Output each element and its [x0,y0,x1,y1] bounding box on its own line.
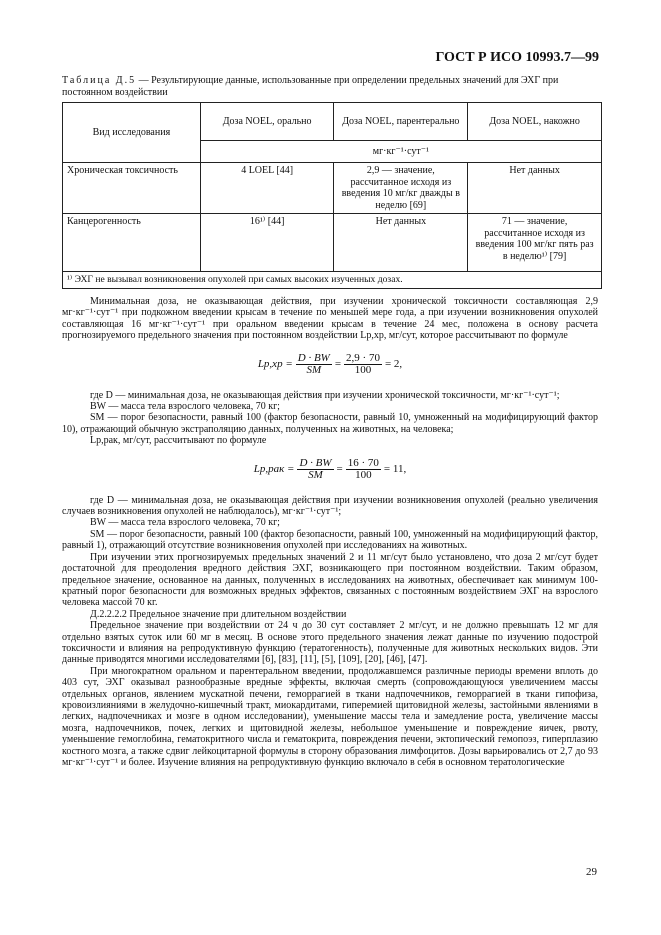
formula-numerator: D · BW [297,351,330,364]
section-heading: Д.2.2.2.2 Предельное значение при длительном воздействии [90,608,347,620]
paragraph: где D — минимальная доза, не оказывающая действия при изучении возникновения опухолей (реально увеличения случаев возникновения опухолей не наблюдалось), мг·кг⁻¹·сут⁻¹; [62,494,598,518]
paragraph: Lp,рак, мг/сут, рассчитывают по формуле [90,435,267,447]
table-cell: Нет данных [468,163,602,214]
page-number: 29 [586,866,597,878]
paragraph: Минимальная доза, не оказывающая действия, при изучении хронической токсичности составляющая 2,9 мг·кг⁻¹·сут⁻¹ при подкожном введении крысам в течение по меньшей мере года, а при изучении возникновения опухолей составляющая 16 мг·кг⁻¹·сут⁻¹ при оральном введении крысам в течение 24 мес, положена в основу расчета прогнозируемого предельного значения при постоянном воздействии Lp,хр, мг/сут, которое рассчитывают по формуле [62,296,598,342]
formula-result: = 11, [383,462,407,475]
paragraph: SM — порог безопасности, равный 100 (фактор безопасности, равный 10, умноженный на модифицирующий фактор 10), отражающий обычную экстраполяцию данных, полученных на животных, на человека; [62,412,598,435]
formula-denominator-values: 100 [355,469,372,482]
formula-chronic: Lp,хр = $\frac{D \cdot BW}{SM}$ = $\frac{2,9 \cdot 70}{100}$ = 2, [257,351,403,377]
col-header-parenteral: Доза NOEL, парентерально [334,103,468,141]
body-text [62,296,598,768]
paragraph: При многократном оральном и парентеральном введении, продолжавшемся различные периоды времени вплоть до 403 сут, ЭХГ оказывал разнообразные вредные эффекты, включая смерть (сопровождающуюся увеличением массы отдельных органов, явлением мускатной печени, геморрагией в ткани надпочечников, геморрагией в ткани гипофиза, кровоизлияниями в желудочно-кишечный тракт, миокардитами, гиперемией щитовидной железы, застойными явлениями в легких, надпочечниках и мозге в одном исследовании), уменьшение массы тела и замедление роста, увеличение массы мозга, надпочечников, почек, легких и щитовидной железы, небольшое уменьшение и повреждение яичек, рвоту, уменьшение гемоглобина, гематокритного числа и гематокрита, повреждения печени, эктопический гемопоэз, гиперплазию костного мозга, а также сдвиг лейкоцитарной формулы в сторону образования лимфоцитов. Дозы варьировались от 2,7 до 93 мг·кг⁻¹·сут⁻¹ и более. Изучение влияния на репродуктивную функцию включало в себя в основном тератологические [62,665,598,768]
formula-denominator: SM [306,364,322,377]
col-header-oral: Доза NOEL, орально [200,103,334,141]
paragraph: Предельное значение при воздействии от 24 ч до 30 сут составляет 2 мг/сут, и не должно превышать 12 мг для отдельно взятых суток или 60 мг в месяц. В основе этого предельного значения лежат данные по изучению подострой токсичности и влияния на репродуктивную функцию (тератогенность), полученные для животных нескольких видов. Эти данные приводятся многими исследователями [6], [83], [11], [5], [109], [20], [46], [47]. [62,620,598,666]
formula-lhs: Lp,рак = [253,462,295,475]
row-name: Канцерогенность [63,214,201,272]
formula-denominator-values: 100 [354,364,372,377]
formula-numerator-values: 16 · 70 [347,456,379,469]
formula-lhs: Lp,хр = [257,357,293,370]
formula-fraction [296,353,332,377]
paragraph: BW — масса тела взрослого человека, 70 кг; [90,517,280,529]
results-table [62,102,602,289]
document-code: ГОСТ Р ИСО 10993.7—99 [435,50,599,65]
paragraph: где D — минимальная доза, не оказывающая действия при изучении хронической токсичности, мг·кг⁻¹·сут⁻¹; [90,389,560,401]
formula-numerator: D · BW [299,456,332,469]
formula-fraction [297,458,333,482]
col-header-dermal: Доза NOEL, накожно [468,103,602,141]
formula-fraction-values [344,353,382,377]
paragraph: SM — порог безопасности, равный 100 (фактор безопасности, равный 100, умноженный на модифицирующий фактор, равный 1), отражающий отсутствие возникновения опухолей при исследованиях на животных. [62,528,598,552]
formula-result: = 2, [384,357,403,370]
table-caption [62,75,602,98]
paragraph: При изучении этих прогнозируемых предельных значений 2 и 11 мг/сут было установлено, что доза 2 мг/сут будет достаточной для преодоления вредного действия ЭХГ, возникающего при постоянном воздействии. Таким образом, предельное значение, основанное на данных, полученных в исследованиях на животных, обеспечивает как минимум 100-кратный порог безопасности для возможных вредных эффектов, связанных с постоянным воздействием ЭХГ на взрослого человека массой 70 кг. [62,551,598,609]
table-cell: Нет данных [334,214,468,272]
table-cell: 71 — значение, рассчитанное исходя из введения 100 мг/кг пять раз в неделю¹⁾ [79] [468,214,602,272]
formula-numerator-values: 2,9 · 70 [346,351,380,364]
col-header-study: Вид исследования [63,103,201,163]
caption-text: — Результирующие данные, использованные при определении предельных значений для ЭХГ при постоянном воздействии [62,75,559,98]
table-row [63,214,602,272]
table-footnote: ¹⁾ ЭХГ не вызывал возникновения опухолей при самых высоких изученных дозах. [63,272,602,289]
table-row [63,163,602,214]
table-cell: 2,9 — значение, рассчитанное исходя из введения 10 мг/кг дважды в неделю [69] [334,163,468,214]
formula-denominator: SM [308,469,323,482]
formula-fraction-values [346,458,381,482]
unit-row: мг·кг⁻¹·сут⁻¹ [200,141,601,163]
caption-label: Таблица Д.5 [62,75,137,86]
row-name: Хроническая токсичность [63,163,201,214]
formula-carcinogenic: Lp,рак = $\frac{D \cdot BW}{SM}$ = $\frac{16 \cdot 70}{100}$ = 11, [253,456,407,482]
paragraph: BW — масса тела взрослого человека, 70 кг; [90,401,280,413]
table-cell: 4 LOEL [44] [200,163,334,214]
table-cell: 16¹⁾ [44] [200,214,334,272]
